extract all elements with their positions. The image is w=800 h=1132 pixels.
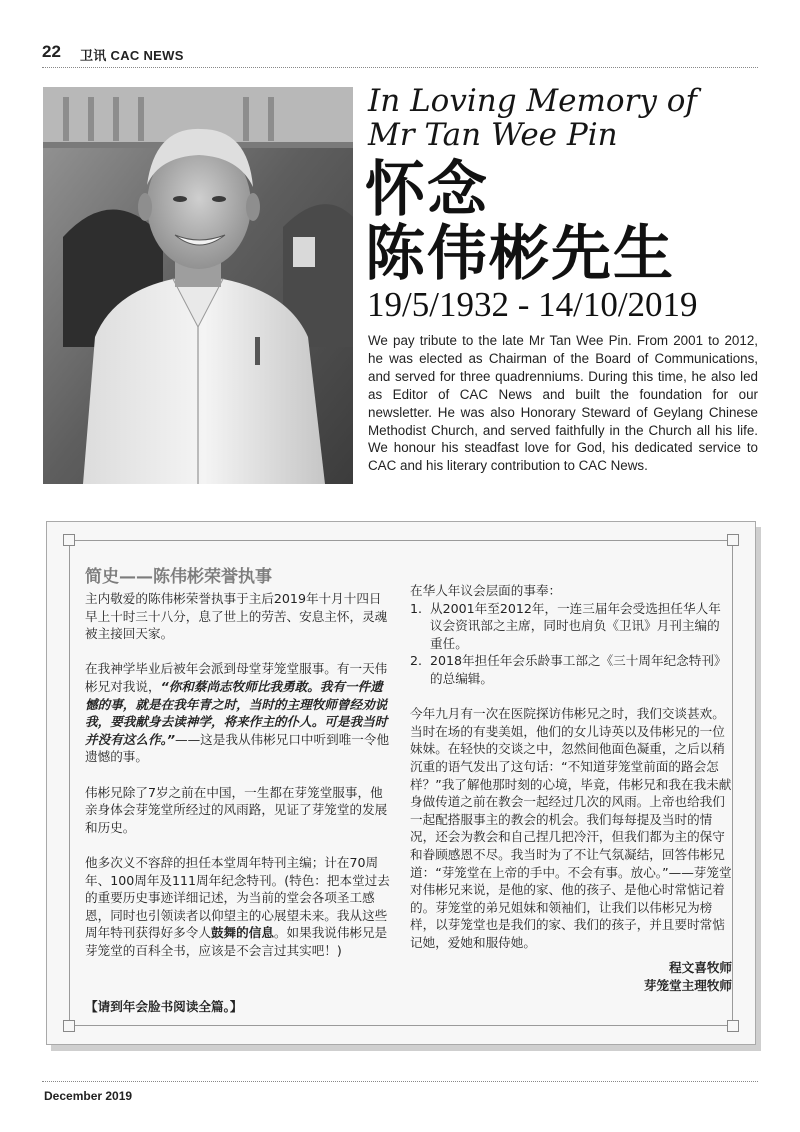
- paragraph-text: ——这是我从伟彬兄口中听到唯一令他遗憾的事。: [85, 731, 390, 765]
- publication-name: 卫讯 CAC NEWS: [80, 48, 184, 63]
- list-item: [410, 600, 732, 653]
- signature-title: 芽笼堂主理牧师: [643, 978, 732, 994]
- article-paragraph: [85, 660, 393, 766]
- bold-phrase: 鼓舞的信息: [210, 925, 274, 941]
- memorial-title-chinese: [365, 155, 675, 289]
- service-intro: 在华人年议会层面的事奉：: [410, 583, 562, 598]
- read-more-note: 【请到年会脸书阅读全篇。】: [85, 999, 243, 1014]
- issue-date: December 2019: [44, 1089, 133, 1103]
- frame-corner-ornament: [727, 1020, 739, 1032]
- footer-rule: [42, 1081, 758, 1082]
- page-header: [42, 38, 758, 68]
- frame-corner-ornament: [63, 1020, 75, 1032]
- list-number: 1.: [410, 600, 423, 616]
- list-number: 2.: [410, 653, 423, 669]
- article-paragraph: [85, 854, 393, 960]
- article-paragraph: 伟彬兄除了7岁之前在中国，一生都在芽笼堂服事，他亲身体会芽笼堂所经过的风雨路，见证了芽笼堂的发展和历史。: [85, 784, 388, 835]
- title-english-line-2: Mr Tan Wee Pin: [368, 117, 618, 153]
- article-box: [46, 521, 756, 1045]
- article-right-column: [410, 582, 732, 995]
- article-heading: 简史——陈伟彬荣誉执事: [85, 567, 272, 587]
- signature-name: 程文喜牧师: [669, 960, 732, 976]
- header-rule: [42, 67, 758, 68]
- list-text: 2018年担任年会乐龄事工部之《三十周年纪念特刊》的总编辑。: [430, 653, 727, 686]
- title-english-line-1: In Loving Memory of: [368, 83, 697, 119]
- memorial-title-english: [368, 84, 768, 152]
- paragraph-text: 他多次义不容辞的担任本堂周年特刊主编；计在70周年、100周年及111周年纪念特刊。(特色：把本堂过去的重要历史事迹详细记述，为当前的堂会各项圣工感恩，同时也引领读者以仰望主的心展望未来。我从这些周年特刊获得好多令人: [85, 854, 390, 941]
- article-paragraph: 今年九月有一次在医院探访伟彬兄之时，我们交谈甚欢。当时在场的有斐美姐，他们的女儿诗英以及伟彬兄的一位妹妹。在轻快的交谈之中，忽然间他面色凝重，之后以稍沉重的语气发出了这句话：“不知道芽笼堂前面的路会怎样？”我了解他那时刻的心境，毕竟，伟彬兄和我在我未献身做传道之前在教会一起经过几次的风雨。上帝也给我们一起配搭服事主的教会的机会。我们每每提及当时的情况，还会为教会和自己捏几把冷汗，但我们都为主的保守和眷顾感恩不尽。我当时为了不让气氛凝结，回答伟彬兄道：“芽笼堂在上帝的手中。不会有事。放心。”——芽笼堂对伟彬兄来说，是他的家、他的孩子、是他心时常惦记着的。芽笼堂的弟兄姐妹和领袖们，让我们以伟彬兄为榜样，以芽笼堂也是我们的家、我们的孩子，并且要时常惦记她，爱她和服侍她。: [410, 706, 732, 950]
- portrait-photo: [43, 87, 353, 484]
- paragraph-text: 。如果我说伟彬兄是芽笼堂的百科全书，应该是不会言过其实吧！): [85, 925, 388, 958]
- frame-corner-ornament: [63, 534, 75, 546]
- paragraph-text: 在我神学毕业后被年会派到母堂芽笼堂服事。有一天伟彬兄对我说，: [85, 661, 388, 694]
- list-text: 从2001年至2012年，一连三届年会受选担任华人年议会资讯部之主席，同时也肩负《卫讯》月刊主编的重任。: [430, 600, 721, 651]
- title-chinese-line-1: 怀念: [365, 155, 489, 225]
- tribute-paragraph: We pay tribute to the late Mr Tan Wee Pin. From 2001 to 2012, he was elected as Chairman of the Board of Communications, and served for three quadrenniums. During this time, he also led as Editor of CAC News and built the foundation for our newsletter. He was also Honorary Steward of Geylang Chinese Methodist Church, and served faithfully in the Church all his life. We honour his steadfast love for God, his dedicated service to CAC and his literary contribution to CAC News.: [368, 333, 758, 474]
- article-left-column: [85, 566, 393, 977]
- list-item: [410, 652, 732, 687]
- life-dates: 19/5/1932 - 14/10/2019: [367, 285, 698, 324]
- title-chinese-line-2: 陈伟彬先生: [365, 219, 675, 289]
- page-number: 22: [42, 42, 61, 61]
- quoted-regret: “你和蔡尚志牧师比我勇敢。我有一件遗憾的事，就是在我年青之时，当时的主理牧师曾经劝说我，要我献身去读神学，将来作主的仆人。可是我当时并没有这么作。”: [85, 678, 388, 747]
- frame-corner-ornament: [727, 534, 739, 546]
- article-paragraph: 主内敬爱的陈伟彬荣誉执事于主后2019年十月十四日早上十时三十八分，息了世上的劳苦、安息主怀，灵魂被主接回天家。: [85, 591, 388, 642]
